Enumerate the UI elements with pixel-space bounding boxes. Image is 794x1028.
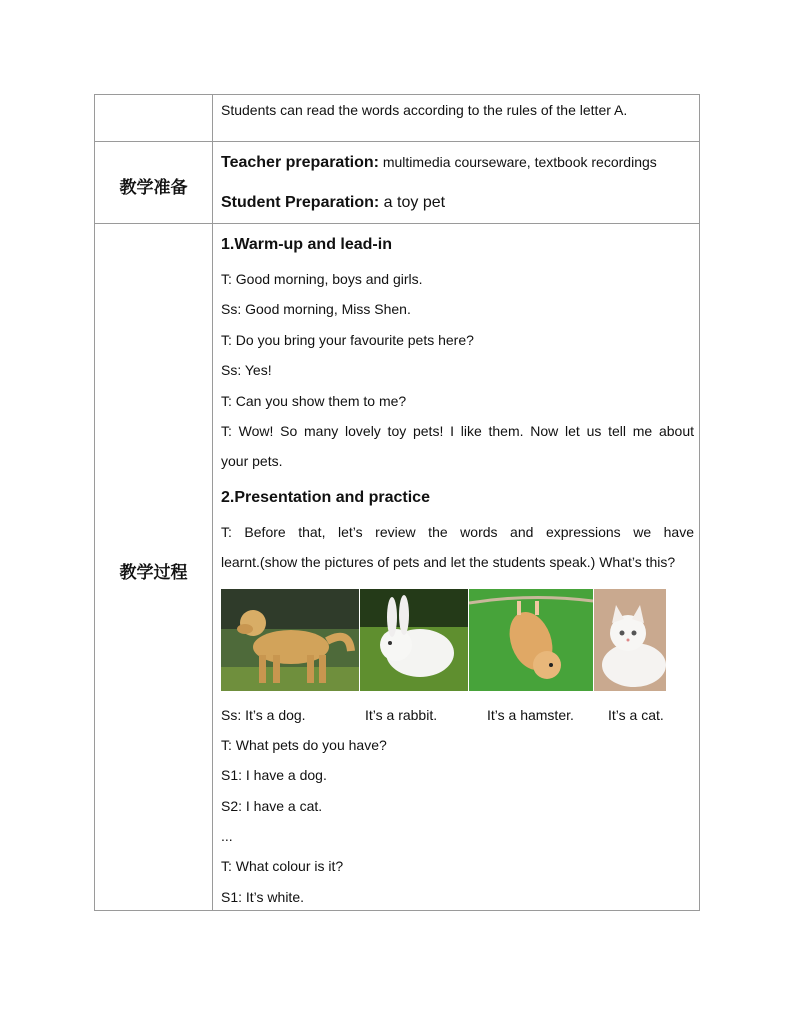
student-preparation-value: a toy pet	[379, 194, 446, 211]
section-heading-warmup: 1.Warm-up and lead-in	[221, 236, 392, 253]
teacher-preparation-value: multimedia courseware, textbook recordings	[378, 154, 657, 170]
dialogue-line: learnt.(show the pictures of pets and let the students speak.) What’s this?	[221, 554, 676, 570]
dialogue-line: Ss: Yes!	[221, 362, 272, 378]
dog-photo	[221, 589, 359, 691]
objective-text: Students can read the words according to the rules of the letter A.	[221, 102, 628, 118]
dialogue-line: T: Can you show them to me?	[221, 393, 407, 409]
dialogue-line: S1: I have a dog.	[221, 767, 327, 783]
row-divider	[95, 141, 699, 142]
student-preparation	[221, 193, 445, 212]
dialogue-line: T: Good morning, boys and girls.	[221, 271, 423, 287]
dialogue-line: S2: I have a cat.	[221, 798, 323, 814]
process-label: 教学过程	[119, 563, 188, 583]
dialogue-line-justified: T: Before that, let’s review the words and expressions we have	[221, 524, 694, 540]
dialogue-line: your pets.	[221, 453, 283, 469]
hamster-photo	[469, 589, 593, 691]
pet-caption: It’s a hamster.	[487, 707, 574, 723]
section-heading-presentation: 2.Presentation and practice	[221, 489, 430, 506]
dialogue-line: T: What colour is it?	[221, 858, 344, 874]
teacher-preparation	[221, 153, 657, 172]
preparation-label: 教学准备	[119, 178, 188, 198]
dialogue-line: T: Do you bring your favourite pets here?	[221, 332, 474, 348]
dialogue-line: T: What pets do you have?	[221, 737, 387, 753]
pet-caption: It’s a rabbit.	[365, 707, 438, 723]
cat-photo	[594, 589, 666, 691]
teacher-preparation-label: Teacher preparation:	[221, 154, 379, 171]
row-divider	[95, 223, 699, 224]
pet-caption: It’s a cat.	[608, 707, 664, 723]
dialogue-line: ...	[221, 828, 233, 844]
pet-caption: Ss: It’s a dog.	[221, 707, 306, 723]
student-preparation-label: Student Preparation:	[221, 194, 380, 211]
column-divider	[212, 95, 213, 910]
lesson-plan-table	[94, 94, 700, 911]
rabbit-photo	[360, 589, 468, 691]
dialogue-line-justified: T: Wow! So many lovely toy pets! I like them. Now let us tell me about	[221, 423, 694, 439]
dialogue-line: Ss: Good morning, Miss Shen.	[221, 301, 411, 317]
dialogue-line: S1: It’s white.	[221, 889, 305, 905]
